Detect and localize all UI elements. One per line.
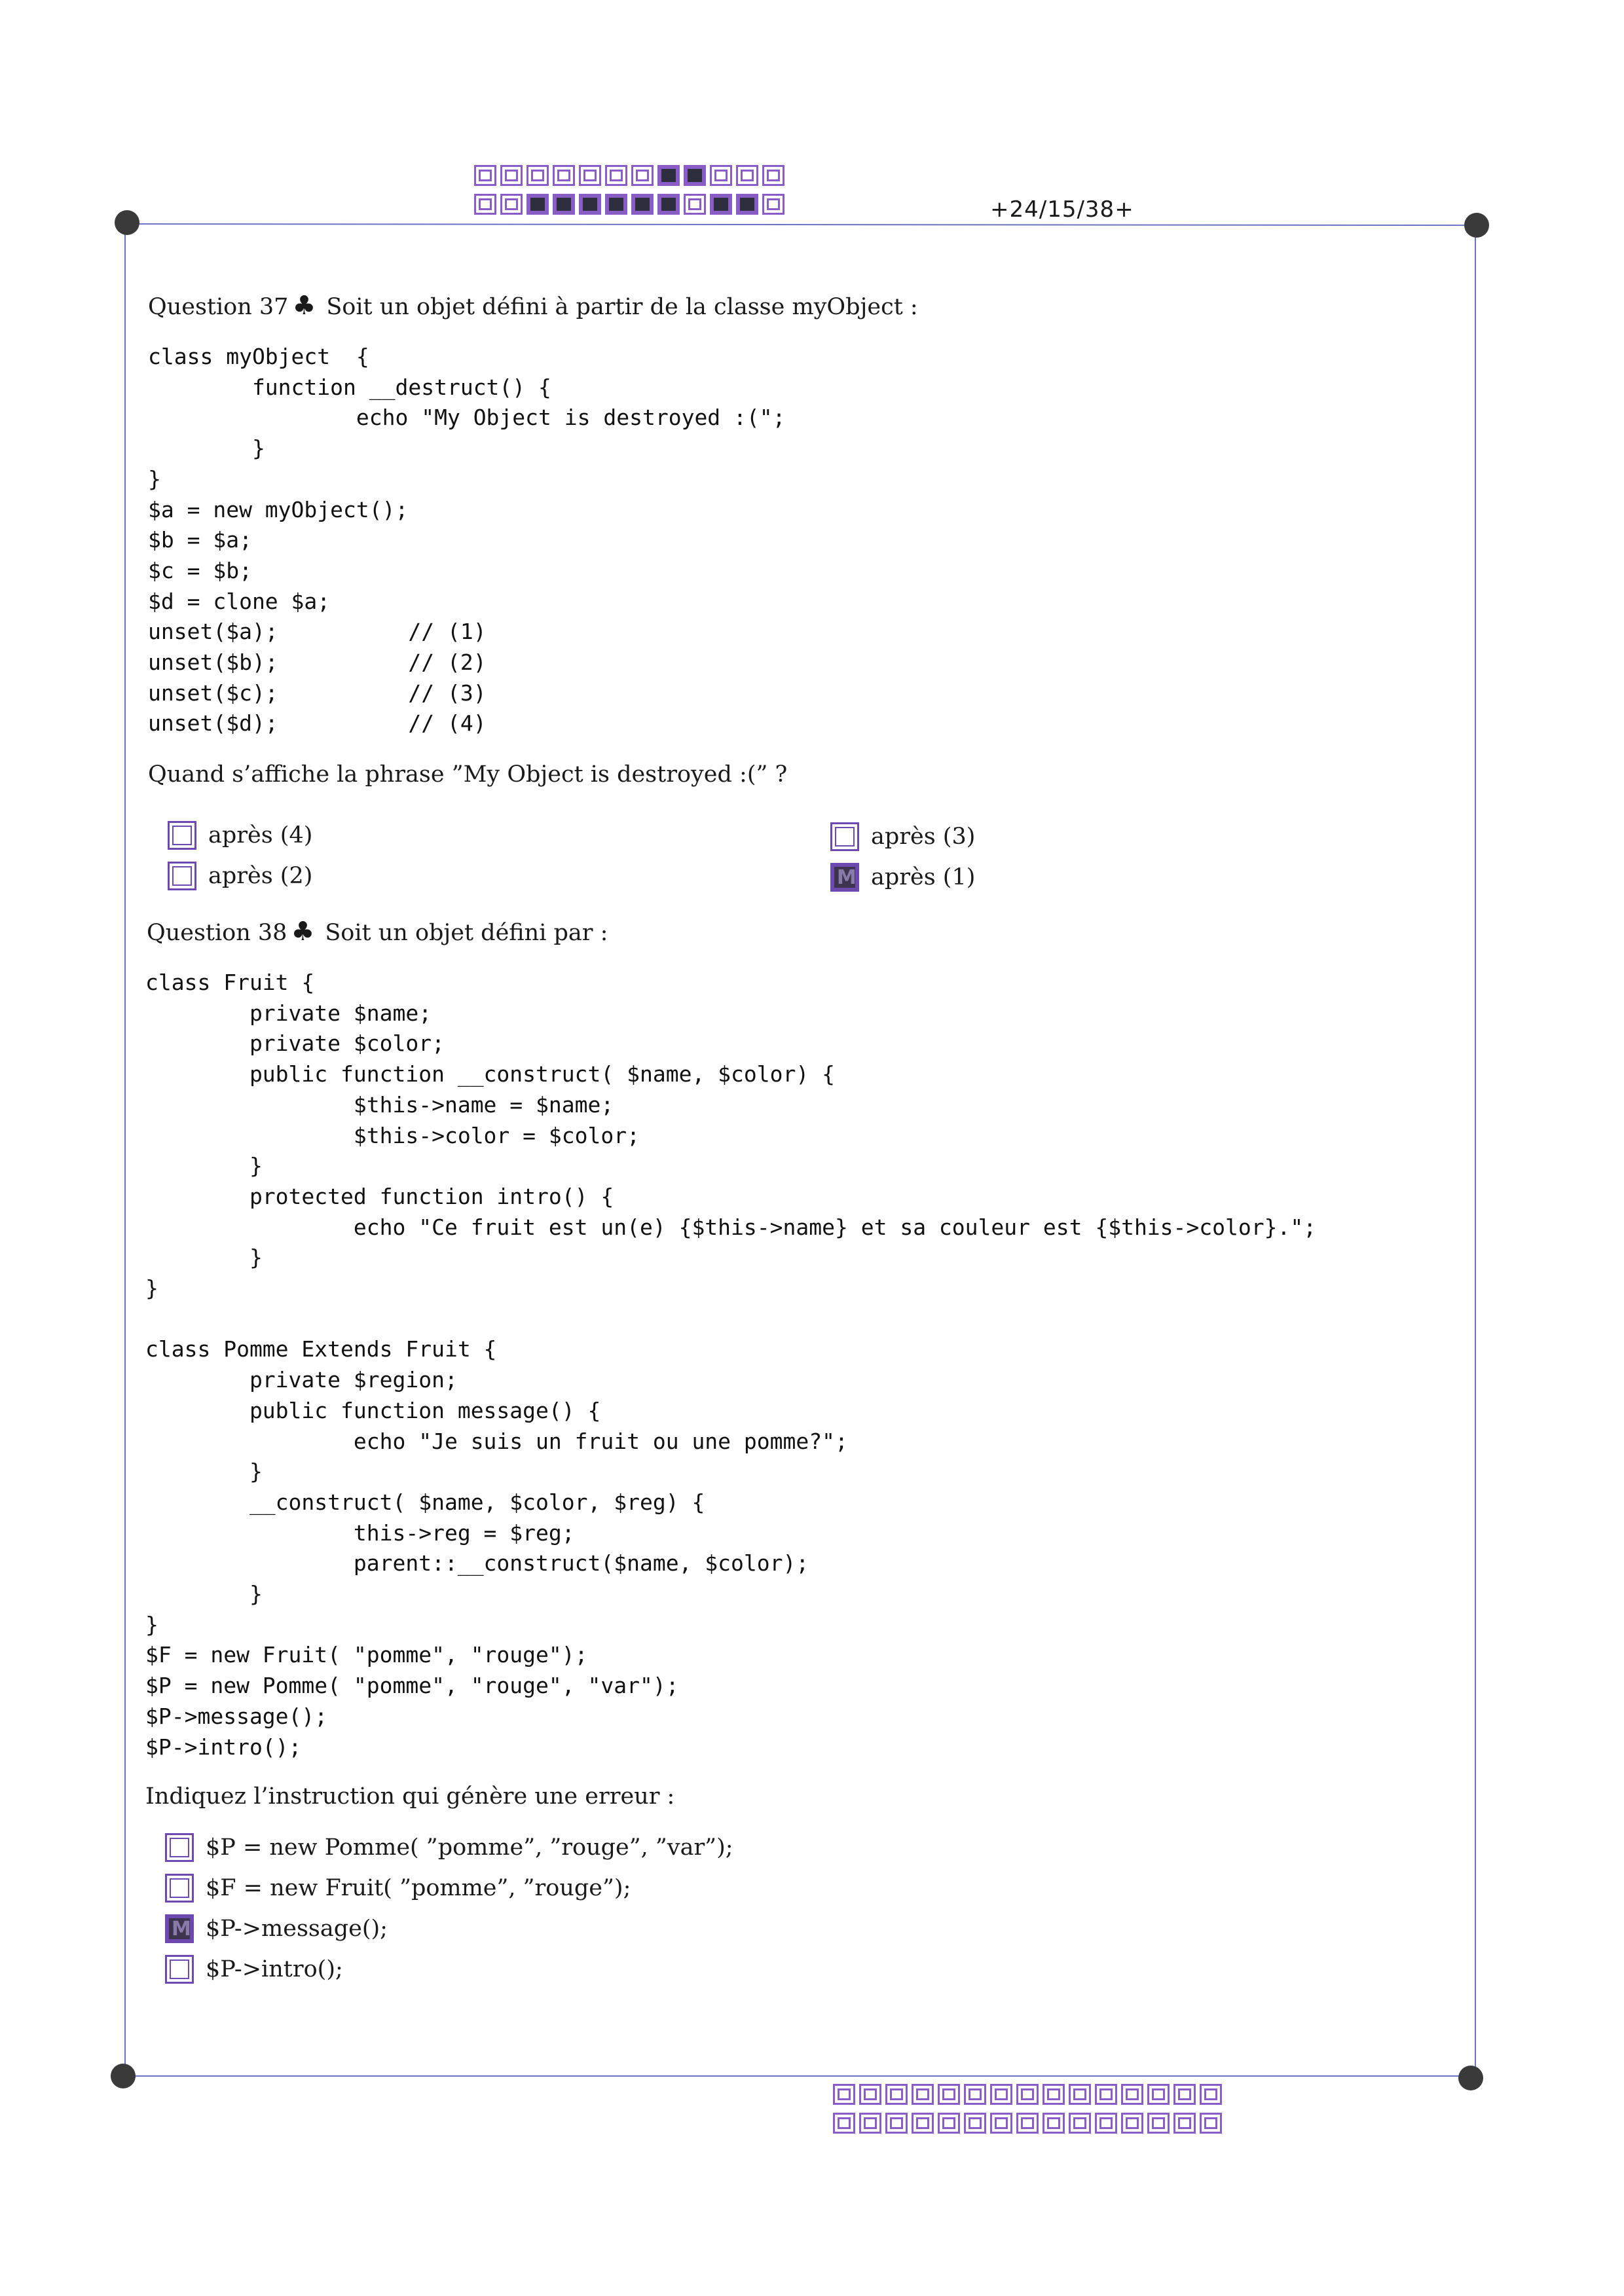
corner-marker-bottom-right	[1458, 2066, 1483, 2090]
code-box	[1043, 2113, 1065, 2134]
question-38-code: class Fruit { private $name; private $color; public function __construct( $name, $color) { $this->name = $name; $this->color = $color; } protected function intro() { echo "Ce fruit est un(e) {$this->name} et sa couleur est {$this->color}."; } } class Pomme Extends Fruit { private $region; public function message() { echo "Je suis un fruit ou une pomme?"; } __construct( $name, $color, $reg) { this->reg = $reg; parent::__construct($name, $color); } } $F = new Fruit( "pomme", "rouge"); $P = new Pomme( "pomme", "rouge", "var"); $P->message(); $P->intro();	[145, 970, 1317, 1760]
frame-left-line	[124, 224, 126, 2075]
answer-option[interactable]	[830, 863, 975, 892]
answer-option[interactable]	[168, 821, 312, 850]
checkbox-checked[interactable]	[165, 1914, 194, 1943]
page-id: +24/15/38+	[990, 196, 1134, 223]
code-box	[736, 165, 758, 186]
code-box	[553, 165, 575, 186]
code-box	[885, 2113, 908, 2134]
code-box	[1200, 2113, 1222, 2134]
code-box	[736, 194, 758, 215]
question-38-prompt: Indiquez l’instruction qui génère une erreur :	[145, 1783, 675, 1810]
checkbox[interactable]	[165, 1833, 194, 1862]
code-box	[1147, 2084, 1170, 2105]
code-box	[762, 194, 784, 215]
code-box	[964, 2113, 986, 2134]
answer-label: après (2)	[208, 863, 313, 889]
question-37-title	[148, 291, 918, 321]
code-box	[938, 2113, 960, 2134]
code-box	[1173, 2084, 1196, 2105]
code-box	[1016, 2084, 1039, 2105]
question-38-title	[147, 917, 608, 947]
code-box	[579, 165, 601, 186]
code-box	[1121, 2084, 1143, 2105]
code-box	[1069, 2113, 1091, 2134]
answer-label: après (3)	[871, 824, 976, 850]
question-37-prompt: Quand s’affiche la phrase ”My Object is destroyed :(” ?	[148, 761, 788, 788]
corner-marker-bottom-left	[111, 2064, 136, 2088]
code-box	[526, 194, 549, 215]
code-box	[474, 165, 496, 186]
top-code-row-2	[474, 194, 784, 215]
answer-label: $P = new Pomme( ”pomme”, ”rouge”, ”var”);	[206, 1834, 733, 1861]
answer-option[interactable]	[165, 1833, 733, 1862]
code-box	[579, 194, 601, 215]
checkbox[interactable]	[168, 821, 196, 850]
code-box	[1147, 2113, 1170, 2134]
question-intro: Soit un objet défini par :	[325, 920, 608, 946]
checkbox[interactable]	[165, 1955, 194, 1984]
code-box	[684, 165, 706, 186]
code-box	[500, 165, 523, 186]
corner-marker-top-left	[115, 210, 139, 235]
code-box	[1200, 2084, 1222, 2105]
question-intro: Soit un objet défini à partir de la classe myObject :	[326, 294, 918, 320]
code-box	[964, 2084, 986, 2105]
code-box	[631, 165, 654, 186]
code-box	[912, 2084, 934, 2105]
code-box	[762, 165, 784, 186]
top-code-row-1	[474, 165, 784, 186]
code-box	[1043, 2084, 1065, 2105]
answer-label: après (4)	[208, 822, 313, 848]
code-box	[938, 2084, 960, 2105]
code-box	[684, 194, 706, 215]
code-box	[710, 194, 732, 215]
code-box	[912, 2113, 934, 2134]
code-box	[631, 194, 654, 215]
frame-top-line	[126, 223, 1477, 226]
answer-label: $P->intro();	[206, 1956, 343, 1982]
frame-right-line	[1475, 226, 1476, 2075]
code-box	[1095, 2113, 1117, 2134]
corner-marker-top-right	[1464, 213, 1489, 238]
answer-label: après (1)	[871, 864, 976, 890]
code-box	[553, 194, 575, 215]
code-box	[710, 165, 732, 186]
question-number: Question 37	[148, 294, 289, 320]
code-box	[657, 194, 680, 215]
code-box	[990, 2084, 1012, 2105]
answer-option[interactable]	[165, 1874, 631, 1903]
code-box	[990, 2113, 1012, 2134]
answer-label: $P->message();	[206, 1916, 388, 1942]
code-box	[526, 165, 549, 186]
code-box	[885, 2084, 908, 2105]
code-box	[474, 194, 496, 215]
checkbox-checked[interactable]	[830, 863, 859, 892]
code-box	[1173, 2113, 1196, 2134]
checkbox[interactable]	[168, 862, 196, 890]
checkbox[interactable]	[830, 822, 859, 851]
question-number: Question 38	[147, 920, 287, 946]
club-icon: ♣	[291, 917, 315, 947]
code-box	[1016, 2113, 1039, 2134]
bottom-code-row-2	[833, 2113, 1222, 2134]
code-box	[657, 165, 680, 186]
code-box	[500, 194, 523, 215]
code-box	[605, 165, 627, 186]
club-icon: ♣	[292, 291, 316, 321]
code-box	[1069, 2084, 1091, 2105]
code-box	[1095, 2084, 1117, 2105]
question-37-code: class myObject { function __destruct() { echo "My Object is destroyed :("; } } $a = new myObject(); $b = $a; $c = $b; $d = clone $a; unset($a); // (1) unset($b); // (2) unset($c); // (3) unset($d); // (4)	[148, 344, 786, 737]
code-box	[833, 2113, 855, 2134]
answer-option[interactable]	[165, 1914, 388, 1943]
code-box	[1121, 2113, 1143, 2134]
answer-option[interactable]	[168, 862, 312, 890]
code-box	[859, 2084, 881, 2105]
code-box	[833, 2084, 855, 2105]
answer-label: $F = new Fruit( ”pomme”, ”rouge”);	[206, 1875, 631, 1901]
frame-bottom-line	[122, 2075, 1471, 2077]
answer-option[interactable]	[830, 822, 975, 851]
bottom-code-row-1	[833, 2084, 1222, 2105]
checkbox[interactable]	[165, 1874, 194, 1903]
answer-option[interactable]	[165, 1955, 343, 1984]
code-box	[859, 2113, 881, 2134]
code-box	[605, 194, 627, 215]
